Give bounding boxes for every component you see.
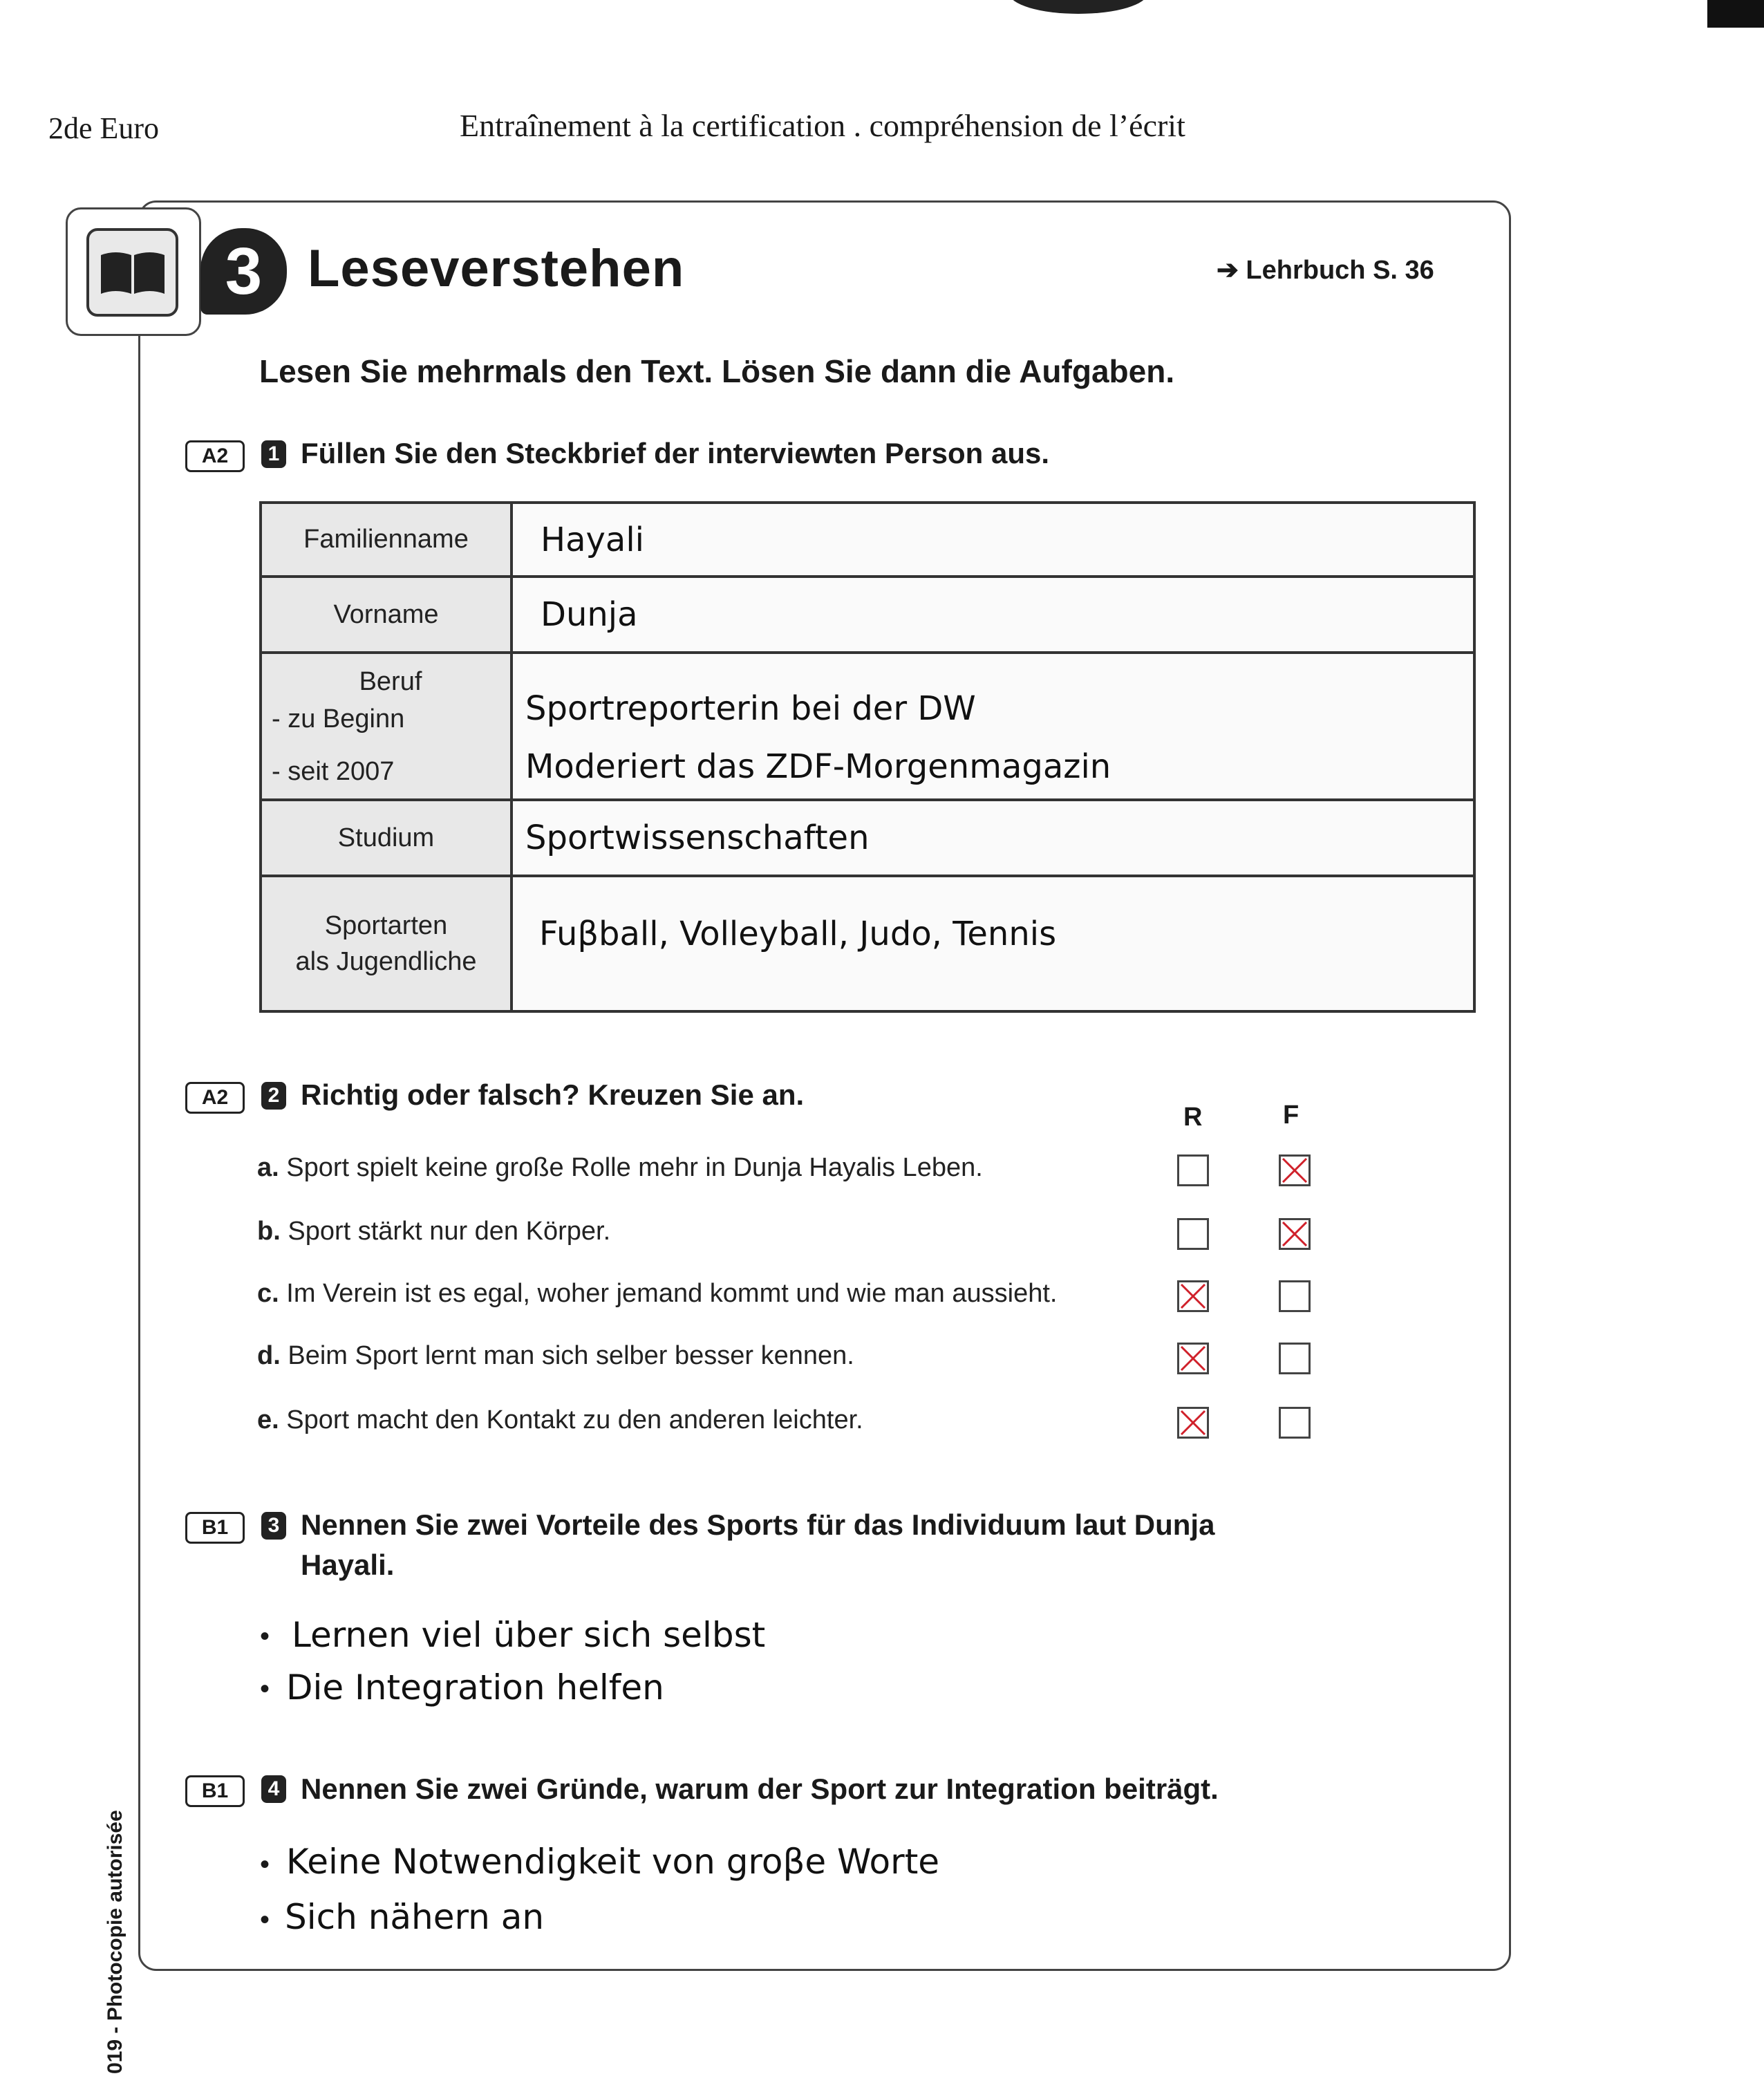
checkbox-falsch[interactable] bbox=[1279, 1154, 1311, 1186]
task-number: 4 bbox=[261, 1775, 286, 1803]
table-row bbox=[261, 653, 1474, 800]
table-row bbox=[261, 800, 1474, 876]
checkbox-falsch[interactable] bbox=[1279, 1407, 1311, 1439]
table-row bbox=[261, 577, 1474, 653]
statement-text bbox=[257, 1341, 854, 1371]
statement-letter: c. bbox=[257, 1279, 279, 1308]
field-label: Studium bbox=[261, 800, 512, 876]
column-header-richtig: R bbox=[1183, 1103, 1203, 1132]
statement-text bbox=[257, 1153, 983, 1183]
field-label: Vorname bbox=[261, 577, 512, 653]
statement-letter: a. bbox=[257, 1153, 279, 1182]
task-prompt: Nennen Sie zwei Gründe, warum der Sport zur Integration beiträgt. bbox=[301, 1773, 1219, 1805]
arrow-right-icon: ➔ bbox=[1217, 256, 1239, 285]
statement-body: Beim Sport lernt man sich selber besser kennen. bbox=[288, 1341, 854, 1370]
level-badge: B1 bbox=[185, 1775, 245, 1807]
field-value[interactable]: Fuβball, Volleyball, Judo, Tennis bbox=[512, 876, 1474, 1011]
field-value[interactable]: Sportwissenschaften bbox=[512, 800, 1474, 876]
checkbox-falsch[interactable] bbox=[1279, 1343, 1311, 1374]
copyright-note: 019 - Photocopie autorisée bbox=[104, 1810, 126, 2074]
field-value-line: Sportreporterin bei der DW bbox=[525, 689, 976, 728]
section-number: 3 bbox=[200, 228, 287, 315]
level-badge: A2 bbox=[185, 1082, 245, 1114]
statement-text bbox=[257, 1405, 863, 1435]
page-heading: Entraînement à la certification . compréhension de l’écrit bbox=[460, 108, 1185, 143]
statement-letter: b. bbox=[257, 1217, 281, 1246]
class-label: 2de Euro bbox=[48, 111, 160, 145]
field-label-main: Beruf bbox=[359, 666, 422, 696]
answer-line[interactable]: Keine Notwendigkeit von groβe Worte bbox=[286, 1842, 940, 1882]
statement-letter: d. bbox=[257, 1341, 281, 1370]
task-number: 3 bbox=[261, 1512, 286, 1540]
field-label bbox=[261, 653, 512, 800]
field-label bbox=[261, 876, 512, 1011]
bullet: • bbox=[260, 1849, 270, 1880]
field-label-line: Sportarten bbox=[324, 911, 448, 940]
checkbox-richtig[interactable] bbox=[1177, 1218, 1209, 1250]
field-value[interactable]: Dunja bbox=[512, 577, 1474, 653]
field-sublabel: - seit 2007 bbox=[272, 756, 395, 786]
task-prompt-continued: Hayali. bbox=[301, 1549, 395, 1581]
scan-corner bbox=[1707, 0, 1764, 28]
task-number: 1 bbox=[261, 440, 286, 468]
reference-text: Lehrbuch S. 36 bbox=[1246, 256, 1434, 285]
statement-text bbox=[257, 1279, 1057, 1309]
checkbox-falsch[interactable] bbox=[1279, 1280, 1311, 1312]
table-row bbox=[261, 503, 1474, 577]
bullet: • bbox=[260, 1674, 270, 1704]
instruction: Lesen Sie mehrmals den Text. Lösen Sie dann die Aufgaben. bbox=[259, 353, 1175, 389]
answer-line[interactable]: Lernen viel über sich selbst bbox=[292, 1615, 766, 1655]
scan-smudge bbox=[1009, 0, 1147, 14]
checkbox-richtig[interactable] bbox=[1177, 1154, 1209, 1186]
checkbox-falsch[interactable] bbox=[1279, 1218, 1311, 1250]
task-prompt: Füllen Sie den Steckbrief der interviewten Person aus. bbox=[301, 437, 1049, 469]
answer-line[interactable]: Die Integration helfen bbox=[286, 1667, 664, 1708]
section-title: Leseverstehen bbox=[308, 239, 685, 298]
book-icon bbox=[86, 228, 178, 317]
level-badge: B1 bbox=[185, 1512, 245, 1544]
statement-body: Sport stärkt nur den Körper. bbox=[288, 1217, 611, 1246]
statement-body: Sport macht den Kontakt zu den anderen leichter. bbox=[286, 1405, 863, 1434]
field-sublabel: - zu Beginn bbox=[272, 704, 405, 733]
statement-letter: e. bbox=[257, 1405, 279, 1434]
field-value-line: Moderiert das ZDF-Morgenmagazin bbox=[525, 747, 1111, 786]
task-prompt: Richtig oder falsch? Kreuzen Sie an. bbox=[301, 1078, 805, 1111]
bullet: • bbox=[260, 1905, 270, 1935]
field-label: Familienname bbox=[261, 503, 512, 577]
statement-text bbox=[257, 1217, 610, 1246]
checkbox-richtig[interactable] bbox=[1177, 1280, 1209, 1312]
task-prompt: Nennen Sie zwei Vorteile des Sports für das Individuum laut Dunja bbox=[301, 1508, 1215, 1541]
answer-line[interactable]: Sich nähern an bbox=[285, 1897, 545, 1937]
statement-body: Im Verein ist es egal, woher jemand kommt und wie man aussieht. bbox=[286, 1279, 1058, 1308]
bullet: • bbox=[260, 1621, 270, 1652]
table-row bbox=[261, 876, 1474, 1011]
statement-body: Sport spielt keine große Rolle mehr in Dunja Hayalis Leben. bbox=[286, 1153, 983, 1182]
field-value[interactable] bbox=[512, 653, 1474, 800]
level-badge: A2 bbox=[185, 440, 245, 472]
field-label-line: als Jugendliche bbox=[295, 947, 477, 976]
checkbox-richtig[interactable] bbox=[1177, 1343, 1209, 1374]
profile-table bbox=[259, 501, 1476, 1013]
textbook-reference bbox=[1217, 254, 1434, 286]
checkbox-richtig[interactable] bbox=[1177, 1407, 1209, 1439]
task-number: 2 bbox=[261, 1082, 286, 1110]
field-value[interactable]: Hayali bbox=[512, 503, 1474, 577]
column-header-falsch: F bbox=[1283, 1101, 1299, 1130]
